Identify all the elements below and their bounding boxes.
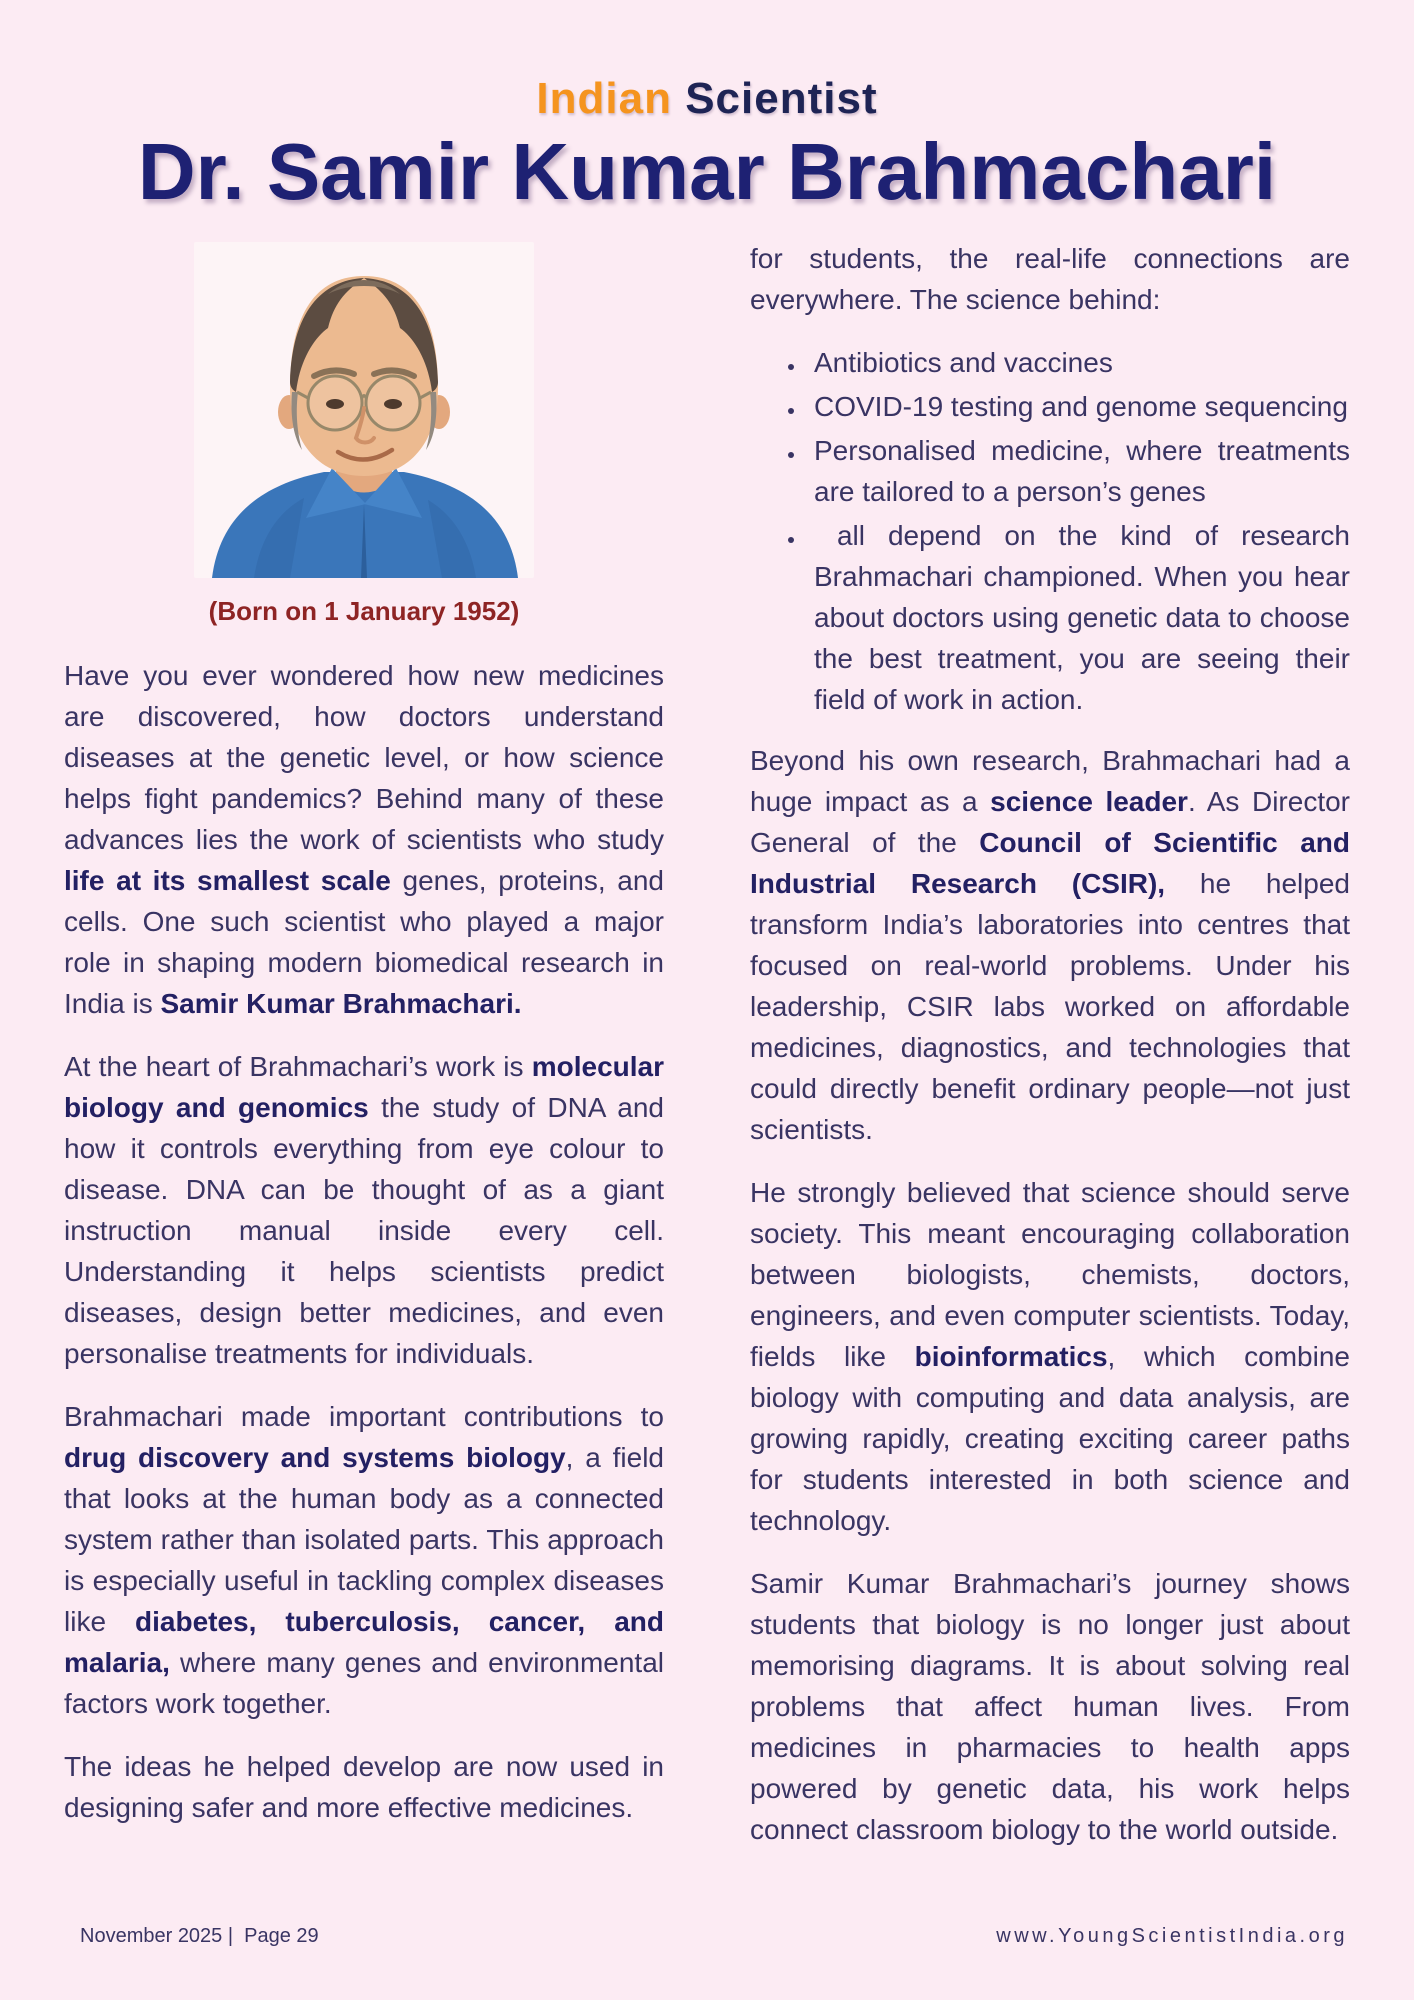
paragraph: Samir Kumar Brahmachari’s journey shows students that biology is no longer just about memorising diagrams. It is about solving real problems that affect human lives. From medicines in pharmacies to health apps powered by genetic data, his work helps connect classroom biology to the world outside.	[750, 1568, 1350, 1845]
brand-heading	[0, 0, 1414, 124]
paragraph: Beyond his own research, Brahmachari had a huge impact as a science leader. As Director General of the Council of Scientific and Industrial Research (CSIR), he helped transform India’s laboratories into centres that focused on real-world problems. Under his leadership, CSIR labs worked on affordable medicines, diagnostics, and technologies that could directly benefit ordinary people—not just scientists.	[750, 745, 1350, 1145]
paragraph: The ideas he helped develop are now used in designing safer and more effective medicines.	[64, 1751, 664, 1824]
photo-caption: (Born on 1 January 1952)	[208, 596, 520, 626]
brand-word-indian: Indian	[536, 74, 672, 123]
photo-block	[194, 242, 534, 578]
list-item: • Antibiotics and vaccines	[806, 342, 1350, 383]
paragraph: He strongly believed that science should serve society. This meant encouraging collaboration between biologists, chemists, doctors, engineers, and even computer scientists. Today, fields like bioinformatics, which combine biology with computing and data analysis, are growing rapidly, creating exciting career paths for students interested in both science and technology.	[750, 1177, 1350, 1536]
right-column	[750, 238, 1350, 1872]
list-item: • COVID-19 testing and genome sequencing	[806, 386, 1350, 427]
page-title: Dr. Samir Kumar Brahmachari	[137, 127, 1277, 216]
portrait-photo	[194, 242, 534, 578]
list-item: • Personalised medicine, where treatments are tailored to a person’s genes	[806, 430, 1350, 512]
science-bullet-list	[750, 342, 1350, 720]
footer-url: www.YoungScientistIndia.org	[996, 1925, 1348, 1947]
two-column-article	[0, 238, 1414, 1872]
paragraph: for students, the real-life connections are everywhere. The science behind:	[750, 243, 1350, 315]
page-footer	[80, 1925, 1348, 1948]
paragraph: Brahmachari made important contributions to drug discovery and systems biology, a field that looks at the human body as a connected system rather than isolated parts. This approach is especially useful in tackling complex diseases like diabetes, tuberculosis, cancer, and malaria, where many genes and environmental factors work together.	[64, 1401, 665, 1720]
left-column	[64, 238, 664, 1872]
paragraph: At the heart of Brahmachari’s work is molecular biology and genomics the study of DNA and how it controls everything from eye colour to disease. DNA can be thought of as a giant instruction manual inside every cell. Understanding it helps scientists predict diseases, design better medicines, and even personalise treatments for individuals.	[64, 1051, 664, 1370]
list-item: • all depend on the kind of research Brahmachari championed. When you hear about doctors using genetic data to choose the best treatment, you are seeing their field of work in action.	[806, 515, 1350, 720]
paragraph: Have you ever wondered how new medicines are discovered, how doctors understand diseases at the genetic level, or how science helps fight pandemics? Behind many of these advances lies the work of scientists who study life at its smallest scale genes, proteins, and cells. One such scientist who played a major role in shaping modern biomedical research in India is Samir Kumar Brahmachari.	[64, 660, 665, 1020]
footer-date: November 2025 | Page 29	[80, 1925, 319, 1947]
brand-word-scientist: Scientist	[685, 74, 878, 123]
